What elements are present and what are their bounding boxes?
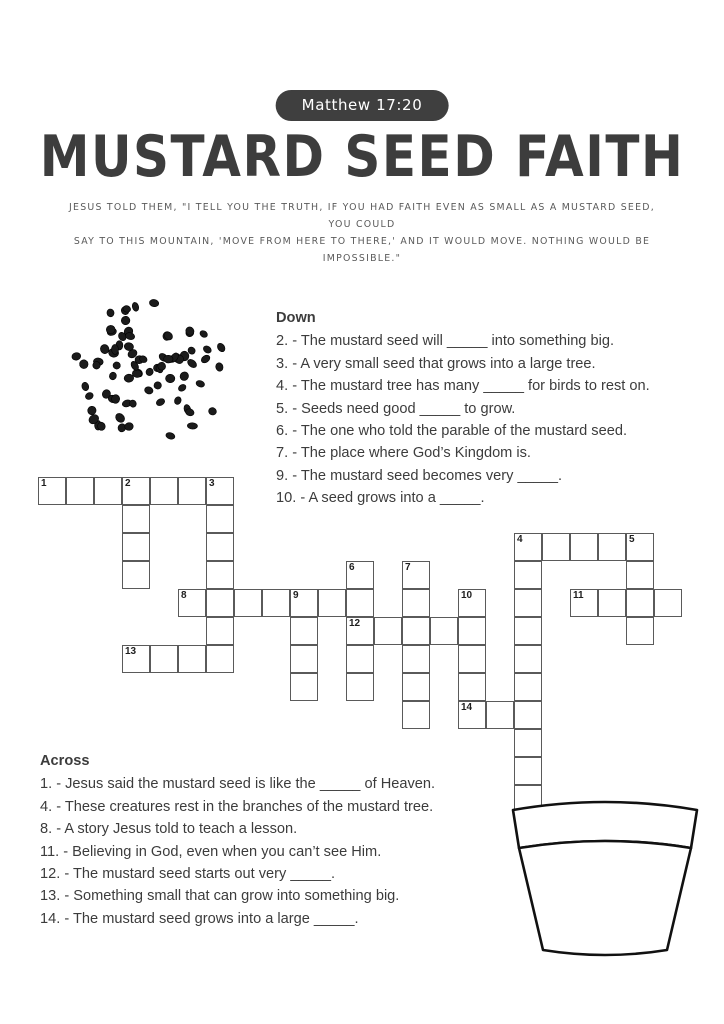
- crossword-cell[interactable]: [122, 561, 150, 589]
- verse-text: [62, 199, 662, 267]
- crossword-cell-number: 11: [573, 590, 584, 601]
- across-clue-list: [40, 773, 435, 930]
- crossword-cell[interactable]: [654, 589, 682, 617]
- crossword-cell[interactable]: [626, 561, 654, 589]
- crossword-cell[interactable]: [402, 589, 430, 617]
- crossword-cell[interactable]: [626, 533, 654, 561]
- crossword-cell[interactable]: [346, 561, 374, 589]
- mustard-seed: [154, 382, 162, 390]
- crossword-cell[interactable]: [374, 617, 402, 645]
- down-clue-item: 7. - The place where God’s Kingdom is.: [276, 445, 531, 462]
- crossword-cell[interactable]: [206, 645, 234, 673]
- crossword-cell[interactable]: [122, 477, 150, 505]
- crossword-cell[interactable]: [514, 757, 542, 785]
- crossword-cell-number: 12: [349, 618, 361, 629]
- across-clue-item: 8. - A story Jesus told to teach a lesson.: [40, 821, 298, 838]
- crossword-cell[interactable]: [458, 673, 486, 701]
- down-clue-item: 10. - A seed grows into a _____.: [276, 490, 485, 507]
- crossword-cell-number: 3: [209, 478, 215, 489]
- down-clue-item: 2. - The mustard seed will _____ into something big.: [276, 333, 615, 350]
- mustard-seed: [195, 379, 205, 388]
- crossword-cell[interactable]: [402, 673, 430, 701]
- crossword-cell[interactable]: [206, 617, 234, 645]
- crossword-cell[interactable]: [402, 617, 430, 645]
- mustard-seed: [114, 412, 127, 425]
- crossword-cell[interactable]: [66, 477, 94, 505]
- crossword-cell[interactable]: [458, 617, 486, 645]
- crossword-cell[interactable]: [178, 477, 206, 505]
- down-clue-item: 9. - The mustard seed becomes very _____.: [276, 467, 563, 484]
- crossword-cell[interactable]: [346, 617, 374, 645]
- crossword-cell[interactable]: [94, 477, 122, 505]
- mustard-seed: [149, 299, 159, 308]
- crossword-cell-number: 1: [41, 478, 47, 489]
- crossword-cell[interactable]: [290, 673, 318, 701]
- crossword-cell[interactable]: [346, 589, 374, 617]
- mustard-seed: [106, 308, 115, 317]
- across-clue-item: 4. - These creatures rest in the branches of the mustard tree.: [40, 798, 434, 815]
- crossword-cell[interactable]: [570, 533, 598, 561]
- crossword-cell[interactable]: [318, 589, 346, 617]
- verse-line-2: SAY TO THIS MOUNTAIN, 'MOVE FROM HERE TO THERE,' AND IT WOULD MOVE. NOTHING WOULD BE IMPOSSIBLE.": [73, 236, 651, 264]
- crossword-cell-number: 5: [629, 534, 635, 545]
- crossword-cell[interactable]: [206, 477, 234, 505]
- mustard-seed: [163, 330, 174, 341]
- crossword-cell-number: 9: [293, 590, 299, 601]
- crossword-cell-number: 13: [125, 646, 137, 657]
- mustard-seed: [178, 370, 190, 382]
- verse-line-1: JESUS TOLD THEM, "I TELL YOU THE TRUTH, IF YOU HAD FAITH EVEN AS SMALL AS A MUSTARD SEED, YOU COULD: [69, 202, 655, 230]
- across-clue-item: 13. - Something small that can grow into something big.: [40, 888, 400, 905]
- crossword-cell[interactable]: [290, 617, 318, 645]
- crossword-cell[interactable]: [514, 561, 542, 589]
- across-clue-item: 1. - Jesus said the mustard seed is like the _____ of Heaven.: [40, 776, 436, 793]
- crossword-cell[interactable]: [598, 589, 626, 617]
- mustard-seed: [106, 325, 115, 334]
- flower-pot-illustration: [505, 792, 705, 964]
- mustard-seed: [71, 352, 81, 361]
- across-clue-item: 11. - Believing in God, even when you can’t see Him.: [40, 843, 382, 860]
- crossword-cell[interactable]: [514, 617, 542, 645]
- crossword-cell[interactable]: [346, 645, 374, 673]
- crossword-cell[interactable]: [206, 533, 234, 561]
- mustard-seed: [124, 374, 134, 382]
- crossword-cell-number: 8: [181, 590, 187, 601]
- crossword-cell[interactable]: [206, 505, 234, 533]
- crossword-cell-number: 6: [349, 562, 355, 573]
- crossword-cell[interactable]: [234, 589, 262, 617]
- across-heading: Across: [40, 753, 90, 769]
- mustard-seed: [155, 397, 166, 407]
- crossword-cell[interactable]: [206, 561, 234, 589]
- mustard-seed: [108, 371, 117, 381]
- pot-body-shape: [519, 841, 691, 955]
- mustard-seed: [144, 386, 154, 395]
- crossword-cell[interactable]: [458, 589, 486, 617]
- mustard-seed: [81, 381, 90, 391]
- mustard-seed: [173, 396, 182, 406]
- crossword-cell[interactable]: [514, 533, 542, 561]
- crossword-cell[interactable]: [598, 533, 626, 561]
- crossword-cell[interactable]: [122, 505, 150, 533]
- crossword-cell[interactable]: [514, 673, 542, 701]
- crossword-cell-number: 10: [461, 590, 473, 601]
- mustard-seed: [84, 391, 94, 400]
- crossword-cell-number: 14: [461, 702, 473, 713]
- down-clue-item: 6. - The one who told the parable of the mustard seed.: [276, 423, 628, 440]
- scripture-reference-badge: Matthew 17:20: [276, 90, 449, 121]
- mustard-seed: [111, 344, 118, 354]
- crossword-cell[interactable]: [122, 533, 150, 561]
- mustard-seed: [78, 359, 89, 370]
- crossword-cell[interactable]: [346, 673, 374, 701]
- mustard-seed: [199, 329, 209, 339]
- mustard-seed: [121, 316, 131, 326]
- down-heading: Down: [276, 310, 316, 326]
- crossword-cell-number: 4: [517, 534, 523, 545]
- crossword-cell[interactable]: [514, 645, 542, 673]
- crossword-cell[interactable]: [626, 589, 654, 617]
- mustard-seed: [184, 325, 196, 337]
- crossword-cell[interactable]: [514, 701, 542, 729]
- mustard-seed: [200, 354, 211, 365]
- mustard-seed: [187, 422, 197, 429]
- crossword-cell[interactable]: [402, 701, 430, 729]
- crossword-cell[interactable]: [514, 729, 542, 757]
- crossword-cell[interactable]: [570, 589, 598, 617]
- across-clue-item: 12. - The mustard seed starts out very _____.: [40, 866, 336, 883]
- crossword-cell[interactable]: [150, 477, 178, 505]
- crossword-cell[interactable]: [542, 533, 570, 561]
- crossword-cell[interactable]: [430, 617, 458, 645]
- crossword-cell[interactable]: [262, 589, 290, 617]
- mustard-seed: [177, 383, 187, 393]
- down-clue-item: 3. - A very small seed that grows into a large tree.: [276, 355, 596, 372]
- mustard-seed: [165, 374, 175, 383]
- down-clue-item: 5. - Seeds need good _____ to grow.: [276, 400, 516, 417]
- crossword-cell-number: 7: [405, 562, 411, 573]
- mustard-seed: [202, 344, 213, 354]
- crossword-cell[interactable]: [122, 645, 150, 673]
- crossword-cell[interactable]: [38, 477, 66, 505]
- crossword-cell[interactable]: [206, 589, 234, 617]
- across-clues-block: [40, 750, 435, 930]
- crossword-cell[interactable]: [178, 589, 206, 617]
- crossword-cell[interactable]: [458, 645, 486, 673]
- mustard-seeds-illustration: [62, 286, 242, 456]
- mustard-seed: [145, 367, 155, 377]
- page-title: MUSTARD SEED FAITH: [39, 123, 685, 190]
- crossword-cell[interactable]: [458, 701, 486, 729]
- crossword-cell[interactable]: [402, 561, 430, 589]
- crossword-cell[interactable]: [626, 617, 654, 645]
- crossword-grid[interactable]: [38, 477, 698, 767]
- crossword-cell[interactable]: [514, 589, 542, 617]
- mustard-seed: [112, 361, 121, 369]
- mustard-seed: [207, 406, 217, 416]
- crossword-cell[interactable]: [486, 701, 514, 729]
- mustard-seed: [131, 302, 139, 312]
- crossword-cell[interactable]: [402, 645, 430, 673]
- across-clue-item: 14. - The mustard seed grows into a large _____.: [40, 910, 359, 927]
- down-clue-item: 4. - The mustard tree has many _____ for birds to rest on.: [276, 378, 650, 395]
- crossword-cell-number: 2: [125, 478, 131, 489]
- crossword-cell[interactable]: [178, 645, 206, 673]
- crossword-cell[interactable]: [290, 645, 318, 673]
- mustard-seed: [165, 431, 176, 440]
- crossword-cell[interactable]: [150, 645, 178, 673]
- crossword-cell[interactable]: [290, 589, 318, 617]
- mustard-seed: [216, 342, 227, 353]
- mustard-seed: [215, 362, 224, 372]
